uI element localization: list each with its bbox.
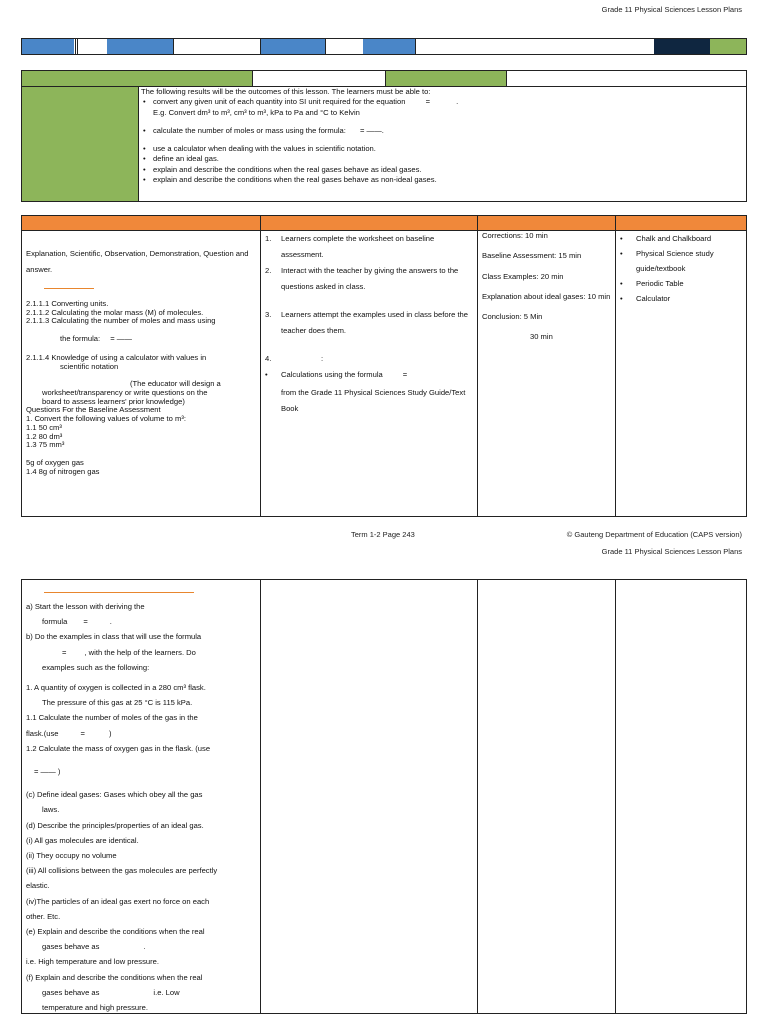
column-resources [618,231,744,306]
column-learner-activities [263,231,475,417]
teacher-step: a) Start the lesson with deriving the [26,602,145,611]
outcome-example: E.g. Convert dm³ to m³, cm³ to m³, kPa to Pa and °C to Kelvin [153,107,360,117]
teacher-step: gases behave as i.e. Low [42,987,180,997]
teacher-step: (f) Explain and describe the conditions when the real [26,972,203,982]
outcome-item: • calculate the number of moles or mass using the formula: = ——. [141,126,741,136]
knowledge-item: the formula: = —— [60,334,132,344]
question-item: 1.4 8g of nitrogen gas [26,466,100,476]
teacher-step: (c) Define ideal gases: Gases which obey all the gas [26,790,203,800]
resource-item: • Calculator [618,291,744,306]
copyright: © Gauteng Department of Education (CAPS version) [566,530,742,539]
lesson-table-continued [21,579,747,1014]
example-item: = —— ) [34,767,61,777]
time-item: Conclusion: 5 Min [482,312,543,321]
question-item: 1. Convert the following values of volume to m³: [26,414,186,424]
activity-item: • Calculations using the formula = [263,367,475,383]
example-item: 1.2 Calculate the mass of oxygen gas in the flask. (use [26,743,211,753]
example-item: 1.1 Calculate the number of moles of the gas in the [26,713,198,723]
property-item: (ii) They occupy no volume [26,851,117,861]
lesson-table [21,215,747,517]
teacher-step: gases behave as . [42,942,146,952]
property-item: (i) All gas molecules are identical. [26,835,139,845]
teacher-step: temperature and high pressure. [42,1003,148,1013]
outcomes-label-cell [22,87,138,201]
baseline-questions-heading: Questions For the Baseline Assessment [26,405,161,415]
outcomes-list [141,87,741,185]
question-item: 1.1 50 cm³ [26,422,62,432]
property-item: (iii) All collisions between the gas molecules are perfectly [26,866,218,876]
teacher-step: i.e. High temperature and low pressure. [26,957,159,967]
property-item: elastic. [26,881,50,891]
time-item: Explanation about ideal gases: 10 min [482,291,611,301]
property-item: (iv)The particles of an ideal gas exert no force on each [26,896,210,906]
educator-note: (The educator will design a [130,379,221,389]
outcomes-intro: The following results will be the outcomes of this lesson. The learners must be able to: [141,87,431,96]
bar-block-navy [654,39,710,54]
teacher-step: formula = . [42,617,112,627]
question-item: 1.2 80 dm³ [26,431,63,441]
question-item: 5g of oxygen gas [26,458,84,468]
outcome-item: • explain and describe the conditions when the real gases behave as ideal gases. [141,165,741,175]
teacher-step: (d) Describe the principles/properties of an ideal gas. [26,820,204,830]
knowledge-item: 2.1.1.1 Converting units. [26,299,109,308]
bar-block-blue-4 [363,39,415,54]
teacher-step: examples such as the following: [42,662,150,672]
knowledge-item: 2.1.1.4 Knowledge of using a calculator with values in [26,352,207,362]
example-item: The pressure of this gas at 25 °C is 115 kPa. [42,698,193,708]
teacher-step: laws. [42,805,60,815]
doc-title-page2: Grade 11 Physical Sciences Lesson Plans [601,547,742,556]
activity-item: 2. Interact with the teacher by giving the answers to the questions asked in class. [265,266,459,291]
lesson-table-header [22,216,746,230]
outcomes-table [21,70,747,202]
outcome-item: • use a calculator when dealing with the values in scientific notation. [141,144,741,154]
time-total: 30 min [530,332,553,342]
resource-item: • Physical Science study guide/textbook [618,246,744,276]
bar-block-green [710,39,746,54]
time-item: Class Examples: 20 min [482,271,564,281]
teacher-step: b) Do the examples in class that will use the formula [26,632,202,642]
resource-item: • Periodic Table [618,276,744,291]
outcomes-header-green-2 [386,71,506,86]
activity-item: 3. Learners attempt the examples used in class before the teacher does them. [265,310,468,335]
outcome-item: • define an ideal gas. [141,154,741,164]
time-item: Corrections: 10 min [482,231,548,240]
knowledge-item: 2.1.1.2 Calculating the molar mass (M) of molecules. [26,307,204,317]
bar-block-blue-1 [22,39,74,54]
resource-item: • Chalk and Chalkboard [618,231,744,246]
knowledge-item: 2.1.1.3 Calculating the number of moles and mass using [26,316,216,326]
column-methods [26,246,258,477]
time-item: Baseline Assessment: 15 min [482,251,582,261]
knowledge-item: scientific notation [60,361,119,371]
example-item: 1. A quantity of oxygen is collected in a 280 cm³ flask. [26,683,206,693]
column-teacher-activities [26,592,258,1015]
outcome-item: • explain and describe the conditions when the real gases behave as non-ideal gases. [141,175,741,185]
teacher-step: = , with the help of the learners. Do [62,647,196,657]
header-color-bar [21,38,747,55]
example-item: flask.(use = ) [26,728,112,738]
educator-note: board to assess learners' prior knowledge) [42,396,185,406]
heading-underline [44,288,94,289]
bar-block-blue-3 [260,39,325,54]
column-timing [482,231,614,343]
outcome-item: • convert any given unit of each quantity into SI unit required for the equation = . [141,97,741,107]
property-item: other. Etc. [26,911,61,921]
activity-item: 4. : [265,354,324,363]
doc-title: Grade 11 Physical Sciences Lesson Plans [601,5,742,14]
educator-note: worksheet/transparency or write questions on the [42,388,208,398]
question-item: 1.3 75 mm³ [26,440,65,450]
methods-text: Explanation, Scientific, Observation, Demonstration, Question and answer. [26,249,249,274]
page-number: Term 1-2 Page 243 [351,530,415,539]
teacher-step: (e) Explain and describe the conditions when the real [26,927,205,937]
bar-block-blue-2 [107,39,173,54]
heading-underline [44,592,194,593]
activity-item: 1. Learners complete the worksheet on baseline assessment. [265,234,435,259]
activity-source: from the Grade 11 Physical Sciences Study Guide/Text Book [281,388,466,413]
outcomes-header-green-1 [22,71,252,86]
